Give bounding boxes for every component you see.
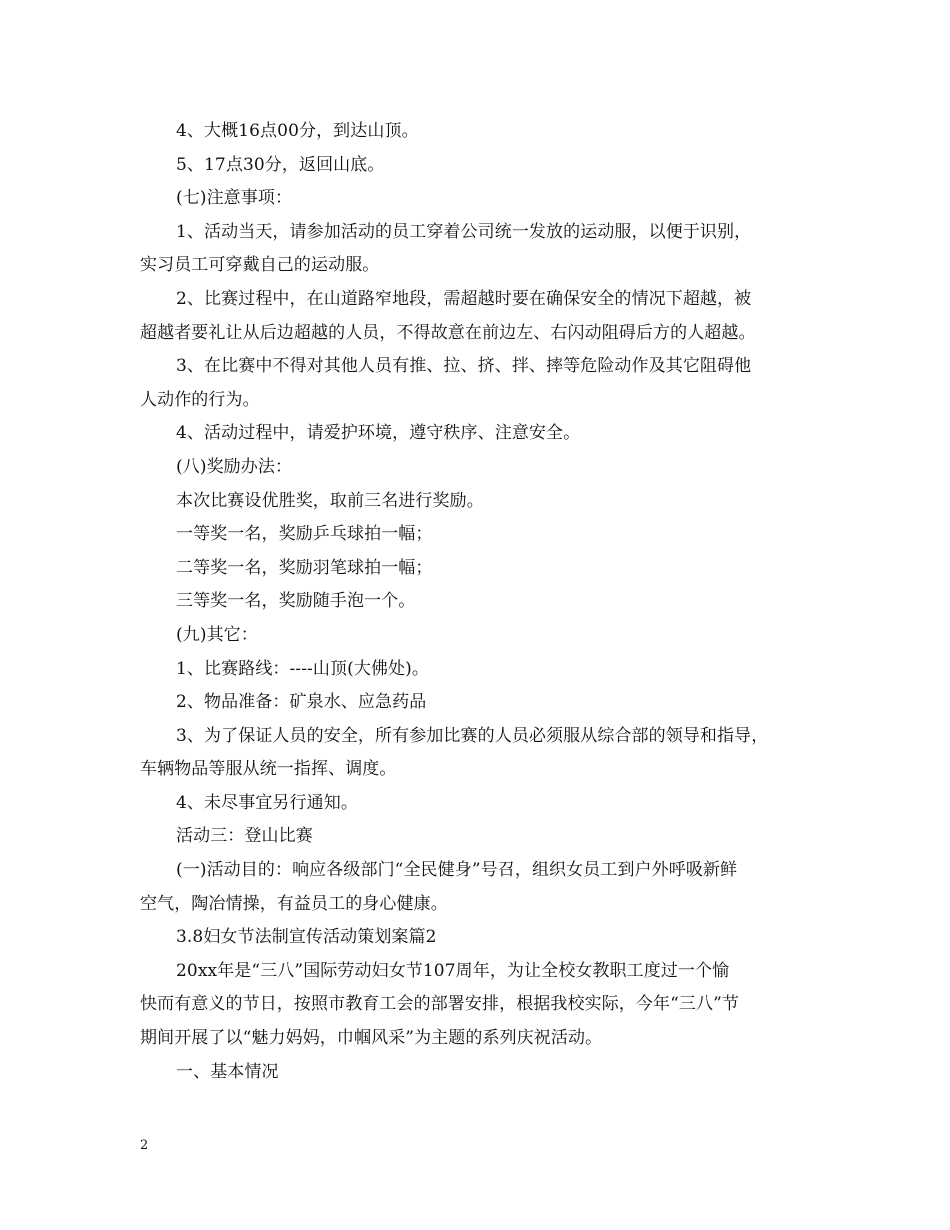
text-line: 超越者要礼让从后边超越的人员，不得故意在前边左、右闪动阻碍后方的人超越。	[140, 322, 756, 343]
text-line: 空气，陶冶情操，有益员工的身心健康。	[140, 893, 448, 914]
text-line: 二等奖一名，奖励羽笔球拍一幅；	[176, 557, 433, 578]
text-line: 4、未尽事宜另行通知。	[176, 792, 358, 813]
text-line: 1、活动当天，请参加活动的员工穿着公司统一发放的运动服，以便于识别，	[176, 221, 752, 242]
text-line: 活动三：登山比赛	[176, 826, 313, 847]
text-line: 车辆物品等服从统一指挥、调度。	[140, 759, 397, 780]
text-line: 4、大概16点00分，到达山顶。	[176, 121, 419, 141]
text-line: 人动作的行为。	[140, 389, 260, 410]
text-line: 一、基本情况	[176, 1061, 279, 1082]
document-body	[140, 115, 830, 1089]
text-line: 三等奖一名，奖励随手泡一个。	[176, 591, 416, 612]
text-line: (一)活动目的：响应各级部门“全民健身”号召，组织女员工到户外呼吸新鲜	[176, 860, 738, 881]
text-line: (八)奖励办法：	[176, 456, 293, 477]
text-line: 5、17点30分，返回山底。	[176, 154, 385, 175]
text-line: 20xx年是“三八”国际劳动妇女节107周年，为让全校女教职工度过一个愉	[176, 960, 730, 981]
text-line: 2、物品准备：矿泉水、应急药品	[176, 692, 427, 713]
text-line: 3、在比赛中不得对其他人员有推、拉、挤、拌、摔等危险动作及其它阻碍他	[176, 356, 752, 377]
text-line: (九)其它：	[176, 624, 258, 645]
text-line: 1、比赛路线：----山顶(大佛处)。	[176, 658, 429, 679]
text-line: 快而有意义的节日，按照市教育工会的部署安排，根据我校实际，今年“三八”节	[140, 994, 739, 1015]
text-line: 2、比赛过程中，在山道路窄地段，需超越时要在确保安全的情况下超越，被	[176, 288, 752, 309]
text-line: (七)注意事项：	[176, 188, 293, 209]
text-line: 一等奖一名，奖励乒乓球拍一幅；	[176, 524, 433, 545]
text-line: 实习员工可穿戴自己的运动服。	[140, 255, 380, 276]
text-line: 本次比赛设优胜奖，取前三名进行奖励。	[176, 490, 484, 511]
text-line: 4、活动过程中，请爱护环境，遵守秩序、注意安全。	[176, 423, 581, 444]
text-line: 3、为了保证人员的安全，所有参加比赛的人员必须服从综合部的领导和指导，	[176, 725, 769, 746]
page-number: 2	[140, 1138, 149, 1153]
text-line: 期间开展了以“魅力妈妈，巾帼风采”为主题的系列庆祝活动。	[140, 1028, 603, 1049]
text-line: 3.8妇女节法制宣传活动策划案篇2	[176, 927, 437, 948]
